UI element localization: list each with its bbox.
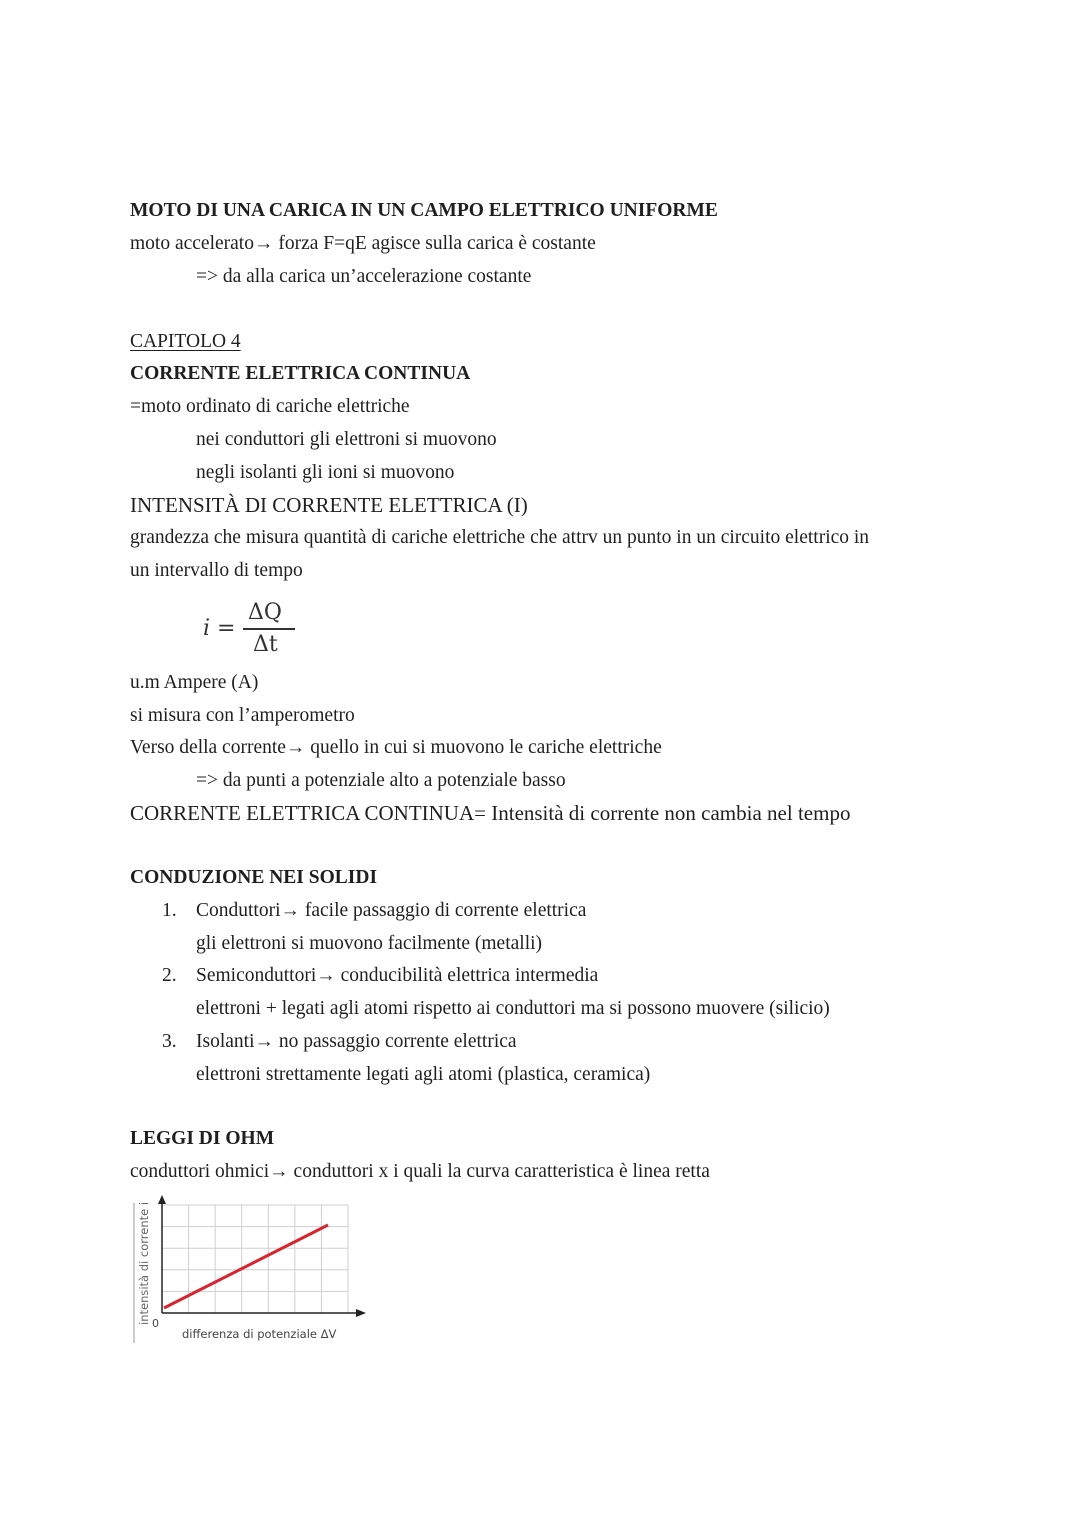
section-title-moto: MOTO DI UNA CARICA IN UN CAMPO ELETTRICO UNIFORME — [130, 200, 718, 221]
formula-lhs: i = — [203, 616, 236, 641]
ohm-chart — [130, 1195, 370, 1350]
moto-line: moto accelerato→ forza F=qE agisce sulla carica è costante — [130, 233, 596, 254]
intensity-definition-1: grandezza che misura quantità di cariche elettriche che attrv un punto in un circuito elettrico in — [130, 527, 870, 548]
section-title-corrente: CORRENTE ELETTRICA CONTINUA — [130, 363, 471, 384]
chapter-label: CAPITOLO 4 — [130, 331, 241, 352]
verso-line: Verso della corrente→ quello in cui si muovono le cariche elettriche — [130, 737, 662, 758]
fraction-bar — [243, 628, 295, 630]
section-title-ohm: LEGGI DI OHM — [130, 1128, 275, 1149]
origin-label: 0 — [152, 1317, 159, 1330]
ohm-line: conduttori ohmici→ conduttori x i quali la curva caratteristica è linea retta — [130, 1161, 710, 1182]
formula-denominator: Δt — [253, 632, 278, 657]
list-number: 1. — [162, 900, 177, 921]
corrente-sub-isolanti: negli isolanti gli ioni si muovono — [196, 462, 455, 483]
intensity-definition-2: un intervallo di tempo — [130, 560, 303, 581]
corrente-continua-line: CORRENTE ELETTRICA CONTINUA= Intensità di corrente non cambia nel tempo — [130, 801, 851, 825]
intensity-title: INTENSITÀ DI CORRENTE ELETTRICA (I) — [130, 493, 528, 517]
ohm-chart-svg — [130, 1195, 370, 1350]
x-axis-label: differenza di potenziale ΔV — [182, 1327, 337, 1341]
corrente-sub-conduttori: nei conduttori gli elettroni si muovono — [196, 429, 497, 450]
measure-line: si misura con l’amperometro — [130, 705, 355, 726]
y-axis-arrow — [158, 1195, 166, 1204]
list-item-semiconduttori: Semiconduttori→ conducibilità elettrica intermedia — [196, 965, 599, 986]
section-title-conduzione: CONDUZIONE NEI SOLIDI — [130, 867, 378, 888]
x-axis-arrow — [356, 1309, 366, 1317]
list-item-semiconduttori-detail: elettroni + legati agli atomi rispetto ai conduttori ma si possono muovere (silicio) — [196, 998, 830, 1019]
list-item-isolanti: Isolanti→ no passaggio corrente elettrica — [196, 1031, 517, 1052]
list-item-isolanti-detail: elettroni strettamente legati agli atomi (plastica, ceramica) — [196, 1064, 651, 1085]
list-number: 2. — [162, 965, 177, 986]
current-formula — [203, 600, 303, 660]
list-item-conduttori: Conduttori→ facile passaggio di corrente elettrica — [196, 900, 587, 921]
y-axis-label: intensità di corrente i — [137, 1201, 151, 1325]
list-item-conduttori-detail: gli elettroni si muovono facilmente (metalli) — [196, 933, 543, 954]
moto-subline: => da alla carica un’accelerazione costante — [196, 266, 532, 287]
verso-subline: => da punti a potenziale alto a potenziale basso — [196, 770, 566, 791]
corrente-definition: =moto ordinato di cariche elettriche — [130, 396, 410, 417]
unit-line: u.m Ampere (A) — [130, 672, 259, 693]
list-number: 3. — [162, 1031, 177, 1052]
formula-numerator: ΔQ — [248, 600, 282, 625]
